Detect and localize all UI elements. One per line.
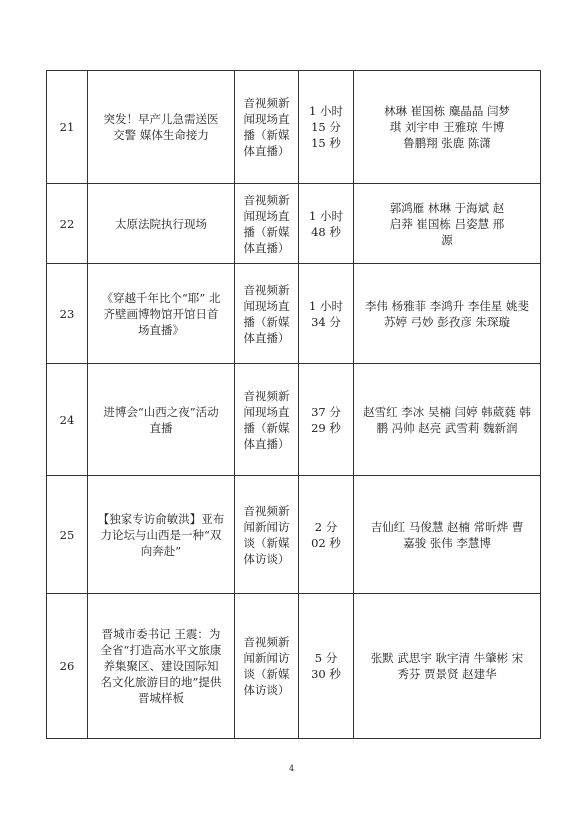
work-title: 【独家专访俞敏洪】亚布力论坛与山西是一种“双向奔赴” — [88, 476, 235, 594]
row-number: 25 — [47, 476, 88, 594]
work-duration: 1 小时 34 分 — [299, 264, 354, 364]
staff-list: 吉仙红 马俊慧 赵楠 常昕烨 曹嘉骏 张伟 李慧博 — [354, 476, 541, 594]
staff-list: 赵雪红 李冰 吴楠 闫婷 韩葳蕤 韩鹏 冯帅 赵亮 武雪莉 魏新润 — [354, 364, 541, 476]
work-type: 音视频新闻现场直播（新媒体直播） — [235, 71, 299, 184]
row-number: 26 — [47, 594, 88, 739]
staff-list: 林琳 崔国栋 麋晶晶 闫梦琪 刘宇申 王雅琼 牛博 鲁鹏翔 张鹿 陈潇 — [354, 71, 541, 184]
row-number: 21 — [47, 71, 88, 184]
staff-list: 郭鸿雁 林琳 于海斌 赵启莽 崔国栋 吕姿慧 邢源 — [354, 184, 541, 264]
table-row — [47, 594, 541, 739]
row-number: 22 — [47, 184, 88, 264]
table-row — [47, 476, 541, 594]
table-row — [47, 71, 541, 184]
row-number: 23 — [47, 264, 88, 364]
work-duration: 5 分 30 秒 — [299, 594, 354, 739]
row-number: 24 — [47, 364, 88, 476]
work-title: 太原法院执行现场 — [88, 184, 235, 264]
work-title: 《穿越千年比个“耶” 北齐壁画博物馆开馆日首场直播》 — [88, 264, 235, 364]
work-title: 突发！早产儿急需送医 交警 媒体生命接力 — [88, 71, 235, 184]
table-row — [47, 364, 541, 476]
work-type: 音视频新闻现场直播（新媒体直播） — [235, 364, 299, 476]
work-duration: 37 分 29 秒 — [299, 364, 354, 476]
table-row — [47, 264, 541, 364]
work-duration: 2 分 02 秒 — [299, 476, 354, 594]
table-row — [47, 184, 541, 264]
work-type: 音视频新闻新闻访谈（新媒体访谈） — [235, 476, 299, 594]
work-duration: 1 小时 15 分 15 秒 — [299, 71, 354, 184]
work-type: 音视频新闻新闻访谈（新媒体访谈） — [235, 594, 299, 739]
work-title: 晋城市委书记 王震：为全省“打造高水平文旅康养集聚区、建设国际知名文化旅游目的地”提供晋城样板 — [88, 594, 235, 739]
work-duration: 1 小时 48 秒 — [299, 184, 354, 264]
staff-list: 李伟 杨雅菲 李鸿升 李佳星 姚斐 苏婷 弓妙 彭孜彦 朱琛璇 — [354, 264, 541, 364]
work-title: 进博会“山西之夜”活动直播 — [88, 364, 235, 476]
staff-list: 张默 武思宇 耿宇清 牛肇彬 宋秀芬 贾景贤 赵建华 — [354, 594, 541, 739]
page-number: 4 — [288, 764, 295, 773]
awards-table — [46, 70, 541, 739]
work-type: 音视频新闻现场直播（新媒体直播） — [235, 264, 299, 364]
work-type: 音视频新闻现场直播（新媒体直播） — [235, 184, 299, 264]
